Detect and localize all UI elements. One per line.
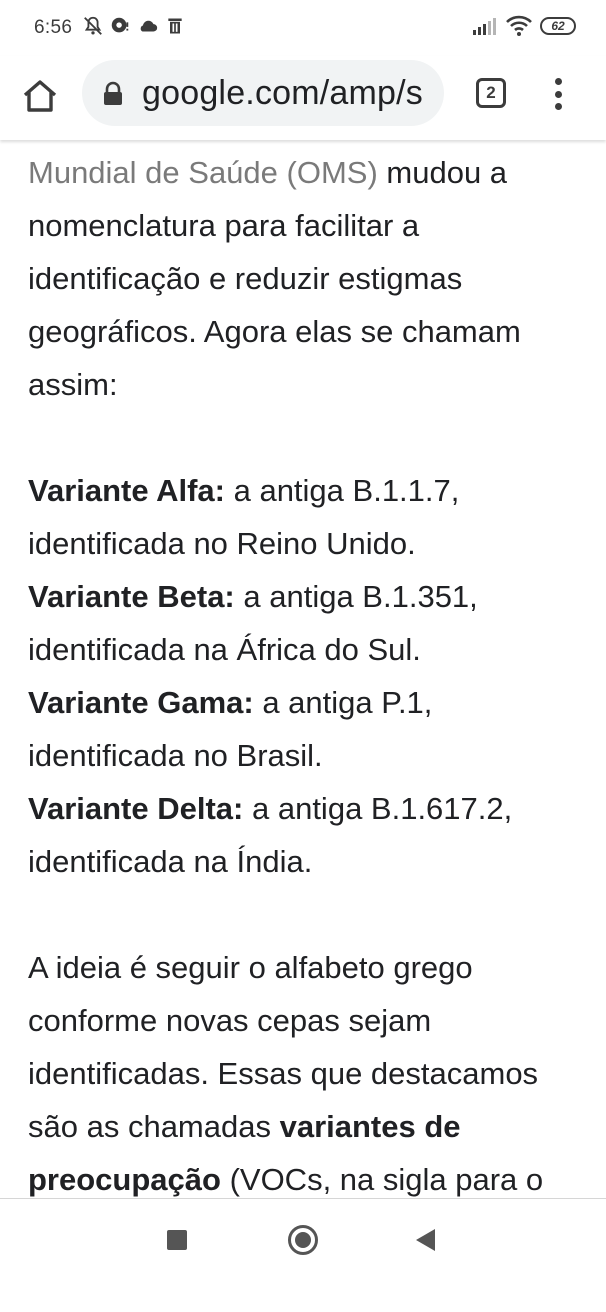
status-bar [0, 0, 606, 56]
chat-icon [109, 15, 131, 37]
variant-beta-name: Variante Beta: [28, 579, 235, 614]
variant-beta-desc: a antiga B.1.351, identificada na África do Sul. [28, 579, 478, 667]
status-icons-left [82, 15, 185, 37]
paragraph-intro [28, 146, 584, 411]
wifi-icon [506, 15, 532, 37]
paragraph-variants [28, 464, 584, 888]
overflow-menu-button[interactable] [546, 74, 570, 114]
article-body [28, 146, 584, 1312]
menu-dot-icon [555, 103, 562, 110]
battery-icon: 62 [540, 17, 576, 35]
lock-icon [102, 82, 124, 106]
omnibox[interactable] [82, 60, 444, 126]
signal-icon [472, 16, 498, 36]
oms-link[interactable]: Mundial de Saúde (OMS) [28, 155, 378, 190]
system-nav-bar [0, 1198, 606, 1280]
article-viewport[interactable] [28, 140, 588, 1200]
recent-apps-button[interactable] [167, 1230, 187, 1250]
variant-gama-desc: a antiga P.1, identificada no Brasil. [28, 685, 433, 773]
paragraph-intro-text: mudou a nomenclatura para facilitar a identificação e reduzir estigmas geográficos. Agora elas se chamam assim: [28, 155, 521, 402]
variant-alfa-name: Variante Alfa: [28, 473, 225, 508]
status-icons-right [472, 15, 576, 37]
variant-delta-desc: a antiga B.1.617.2, identificada na Índia. [28, 791, 513, 879]
menu-dot-icon [555, 91, 562, 98]
paragraph-greek-text-end: (VOCs, na sigla para o [229, 1162, 544, 1197]
home-button[interactable] [18, 74, 62, 118]
delete-icon [165, 15, 185, 37]
home-icon [21, 78, 59, 114]
variant-delta-name: Variante Delta: [28, 791, 244, 826]
variant-alfa-desc: a antiga B.1.1.7, identificada no Reino Unido. [28, 473, 460, 561]
browser-toolbar [0, 56, 606, 140]
home-nav-button[interactable] [288, 1225, 318, 1255]
url-text[interactable]: google.com/amp/s [142, 74, 424, 112]
status-time: 6:56 [34, 17, 73, 38]
paragraph-greek-text: A ideia é seguir o alfabeto grego conforme novas cepas sejam identificadas. Essas que destacamos são as chamadas [28, 950, 539, 1144]
voc-term: variantes de preocupação [28, 1109, 461, 1197]
tab-switcher-button[interactable]: 2 [476, 78, 506, 108]
back-button[interactable] [416, 1229, 435, 1251]
cloud-icon [136, 15, 160, 37]
notifications-off-icon [82, 15, 104, 37]
menu-dot-icon [555, 78, 562, 85]
variant-gama-name: Variante Gama: [28, 685, 254, 720]
